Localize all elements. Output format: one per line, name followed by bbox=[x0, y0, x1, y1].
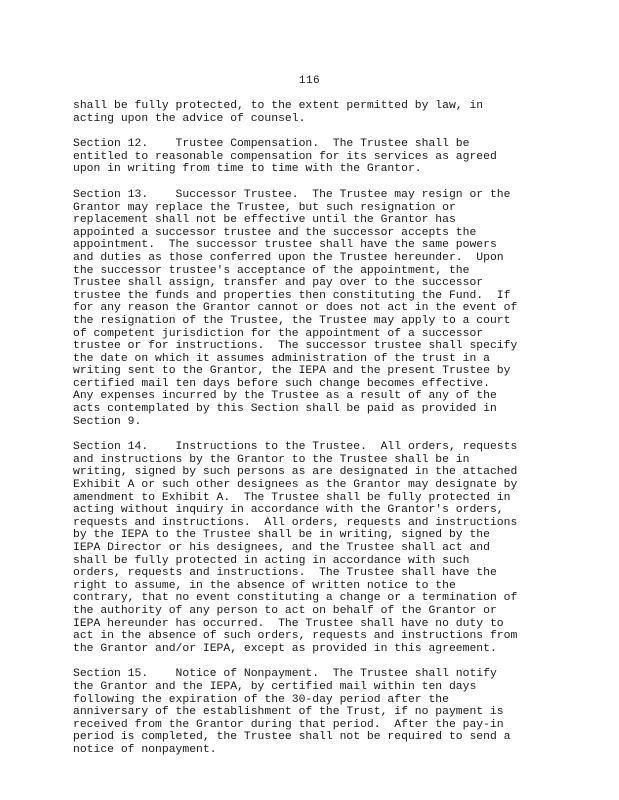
text-line: writing, signed by such persons as are designated in the attached bbox=[73, 466, 518, 479]
text-line: upon in writing from time to time with the Grantor. bbox=[73, 163, 422, 176]
text-line: amendment to Exhibit A. The Trustee shall be fully protected in bbox=[73, 491, 511, 504]
text-line: Section 14. Instructions to the Trustee. All orders, requests bbox=[73, 441, 518, 454]
section-13-paragraph bbox=[73, 189, 553, 428]
text-line: the successor trustee's acceptance of the appointment, the bbox=[73, 264, 470, 277]
text-line: shall be fully protected, to the extent permitted by law, in bbox=[73, 100, 484, 112]
section-15-paragraph bbox=[73, 668, 553, 756]
text-line: and duties as those conferred upon the Trustee hereunder. Upon bbox=[73, 251, 504, 264]
text-line: trustee the funds and properties then constituting the Fund. If bbox=[73, 289, 511, 302]
text-line: acting without inquiry in accordance with the Grantor's orders, bbox=[73, 504, 504, 517]
page-number: 116 bbox=[298, 75, 321, 87]
text-line: the resignation of the Trustee, the Trustee may apply to a court bbox=[73, 314, 511, 327]
text-line: Section 12. Trustee Compensation. The Trustee shall be bbox=[73, 138, 470, 151]
text-line: the Grantor and the IEPA, by certified mail within ten days bbox=[73, 680, 477, 693]
text-line: Trustee shall assign, transfer and pay over to the successor bbox=[73, 277, 484, 290]
text-line: entitled to reasonable compensation for its services as agreed bbox=[73, 150, 497, 163]
text-line: IEPA Director or his designees, and the Trustee shall act and bbox=[73, 542, 490, 554]
text-line: Section 9. bbox=[73, 415, 142, 428]
text-line: certified mail ten days before such change becomes effective. bbox=[73, 377, 490, 390]
text-line: anniversary of the establishment of the Trust, if no payment is bbox=[73, 706, 504, 719]
text-line: for any reason the Grantor cannot or does not act in the event of bbox=[73, 302, 518, 315]
text-line: the authority of any person to act on behalf of the Grantor or bbox=[73, 604, 497, 617]
text-line: appointment. The successor trustee shall have the same powers bbox=[73, 239, 497, 252]
text-line: the date on which it assumes administration of the trust in a bbox=[73, 352, 490, 365]
text-line: Section 15. Notice of Nonpayment. The Trustee shall notify bbox=[73, 668, 497, 681]
text-line: and instructions by the Grantor to the Trustee shall be in bbox=[73, 453, 470, 466]
text-line: notice of nonpayment. bbox=[73, 743, 217, 756]
paragraph-continuation bbox=[73, 100, 553, 125]
text-line: of competent jurisdiction for the appointment of a successor bbox=[73, 327, 484, 340]
text-line: writing sent to the Grantor, the IEPA and the present Trustee by bbox=[73, 365, 511, 378]
text-line: Section 13. Successor Trustee. The Trustee may resign or the bbox=[73, 188, 511, 201]
text-line: orders, requests and instructions. The Trustee shall have the bbox=[73, 567, 497, 580]
document-body bbox=[73, 100, 553, 770]
text-line: shall be fully protected in acting in accordance with such bbox=[73, 554, 470, 567]
text-line: IEPA hereunder has occurred. The Trustee shall have no duty to bbox=[73, 617, 504, 630]
text-line: requests and instructions. All orders, requests and instructions bbox=[73, 516, 518, 529]
text-line: trustee or for instructions. The successor trustee shall specify bbox=[73, 340, 518, 353]
text-line: contrary, that no event constituting a change or a termination of bbox=[73, 592, 518, 605]
text-line: period is completed, the Trustee shall not be required to send a bbox=[73, 731, 511, 744]
text-line: Grantor may replace the Trustee, but such resignation or bbox=[73, 201, 456, 214]
text-line: right to assume, in the absence of written notice to the bbox=[73, 579, 456, 592]
text-line: received from the Grantor during that period. After the pay-in bbox=[73, 718, 504, 731]
text-line: the Grantor and/or IEPA, except as provided in this agreement. bbox=[73, 642, 497, 655]
text-line: Exhibit A or such other designees as the Grantor may designate by bbox=[73, 479, 518, 492]
text-line: appointed a successor trustee and the successor accepts the bbox=[73, 226, 477, 239]
section-14-paragraph bbox=[73, 441, 553, 655]
text-line: acting upon the advice of counsel. bbox=[73, 112, 306, 125]
text-line: replacement shall not be effective until the Grantor has bbox=[73, 214, 456, 227]
text-line: act in the absence of such orders, requests and instructions from bbox=[73, 630, 518, 643]
text-line: Any expenses incurred by the Trustee as a result of any of the bbox=[73, 390, 497, 403]
section-12-paragraph bbox=[73, 138, 553, 176]
text-line: following the expiration of the 30-day period after the bbox=[73, 693, 449, 706]
text-line: acts contemplated by this Section shall be paid as provided in bbox=[73, 403, 497, 416]
text-line: by the IEPA to the Trustee shall be in writing, signed by the bbox=[73, 529, 490, 542]
